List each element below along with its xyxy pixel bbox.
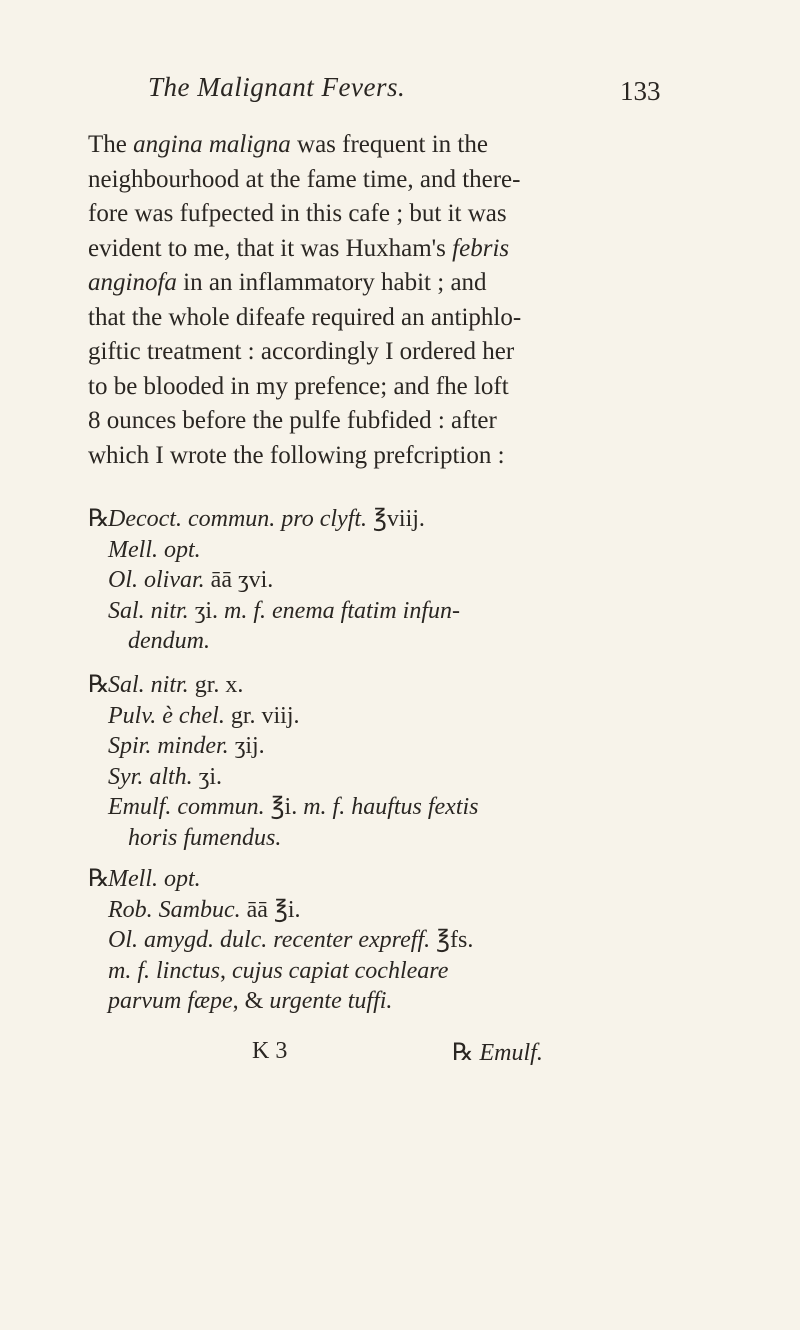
recipe-symbol: ℞ <box>88 672 110 698</box>
rx-line: Ol. amygd. dulc. recenter expreff. ℥fs. <box>108 927 474 953</box>
rx-line: parvum fæpe, & urgente tuffi. <box>108 988 393 1014</box>
recipe-symbol: ℞ <box>88 506 110 532</box>
body-paragraph <box>88 128 608 473</box>
page-header <box>148 72 661 116</box>
signature-mark: K 3 <box>252 1038 288 1064</box>
rx-line: Emulf. commun. ℥i. m. f. hauftus fextis <box>108 794 479 820</box>
rx-line: dendum. <box>128 628 210 654</box>
rx-line: Sal. nitr. ʒi. m. f. enema ftatim infun- <box>108 597 460 624</box>
text-line: to be blooded in my prefence; and fhe loft <box>88 372 509 400</box>
rx-line: Rob. Sambuc. āā ℥i. <box>108 896 301 923</box>
rx-line: Spir. minder. ʒij. <box>108 733 265 759</box>
rx-line: ℞Decoct. commun. pro clyft. ℥viij. <box>88 504 708 535</box>
rx-line: m. f. linctus, cujus capiat cochleare <box>108 957 449 984</box>
text-line: anginofa in an inflammatory habit ; and <box>88 269 487 296</box>
rx-line: horis fumendus. <box>128 824 282 851</box>
rx-line: Mell. opt. <box>108 536 201 563</box>
text-line: fore was fufpected in this cafe ; but it was <box>88 200 507 227</box>
page-number: 133 <box>620 76 661 106</box>
prescription-draught <box>88 670 708 853</box>
text-line: giftic treatment : accordingly I ordered her <box>88 338 515 365</box>
rx-line: Syr. alth. ʒi. <box>108 763 222 790</box>
prescription-enema <box>88 504 708 657</box>
rx-line: ℞Sal. nitr. gr. x. <box>88 670 708 701</box>
text-line: evident to me, that it was Huxham's febris <box>88 234 510 262</box>
running-title: The Malignant Fevers. <box>148 72 406 102</box>
catchword: ℞ Emulf. <box>452 1040 543 1066</box>
rx-line: Ol. olivar. āā ʒvi. <box>108 567 274 593</box>
recipe-symbol: ℞ <box>88 866 110 892</box>
rx-line: ℞Mell. opt. <box>88 864 708 895</box>
rx-line: Pulv. è chel. gr. viij. <box>108 702 300 729</box>
text-line: that the whole difeafe required an antiphlo- <box>88 303 522 331</box>
text-line: 8 ounces before the pulfe fubfided : after <box>88 407 497 434</box>
text-line: The angina maligna was frequent in the <box>88 131 488 158</box>
text-line: which I wrote the following prefcription : <box>88 441 505 469</box>
text-line: neighbourhood at the fame time, and there- <box>88 165 521 193</box>
page-footer <box>252 1038 672 1078</box>
prescription-linctus <box>88 864 708 1017</box>
